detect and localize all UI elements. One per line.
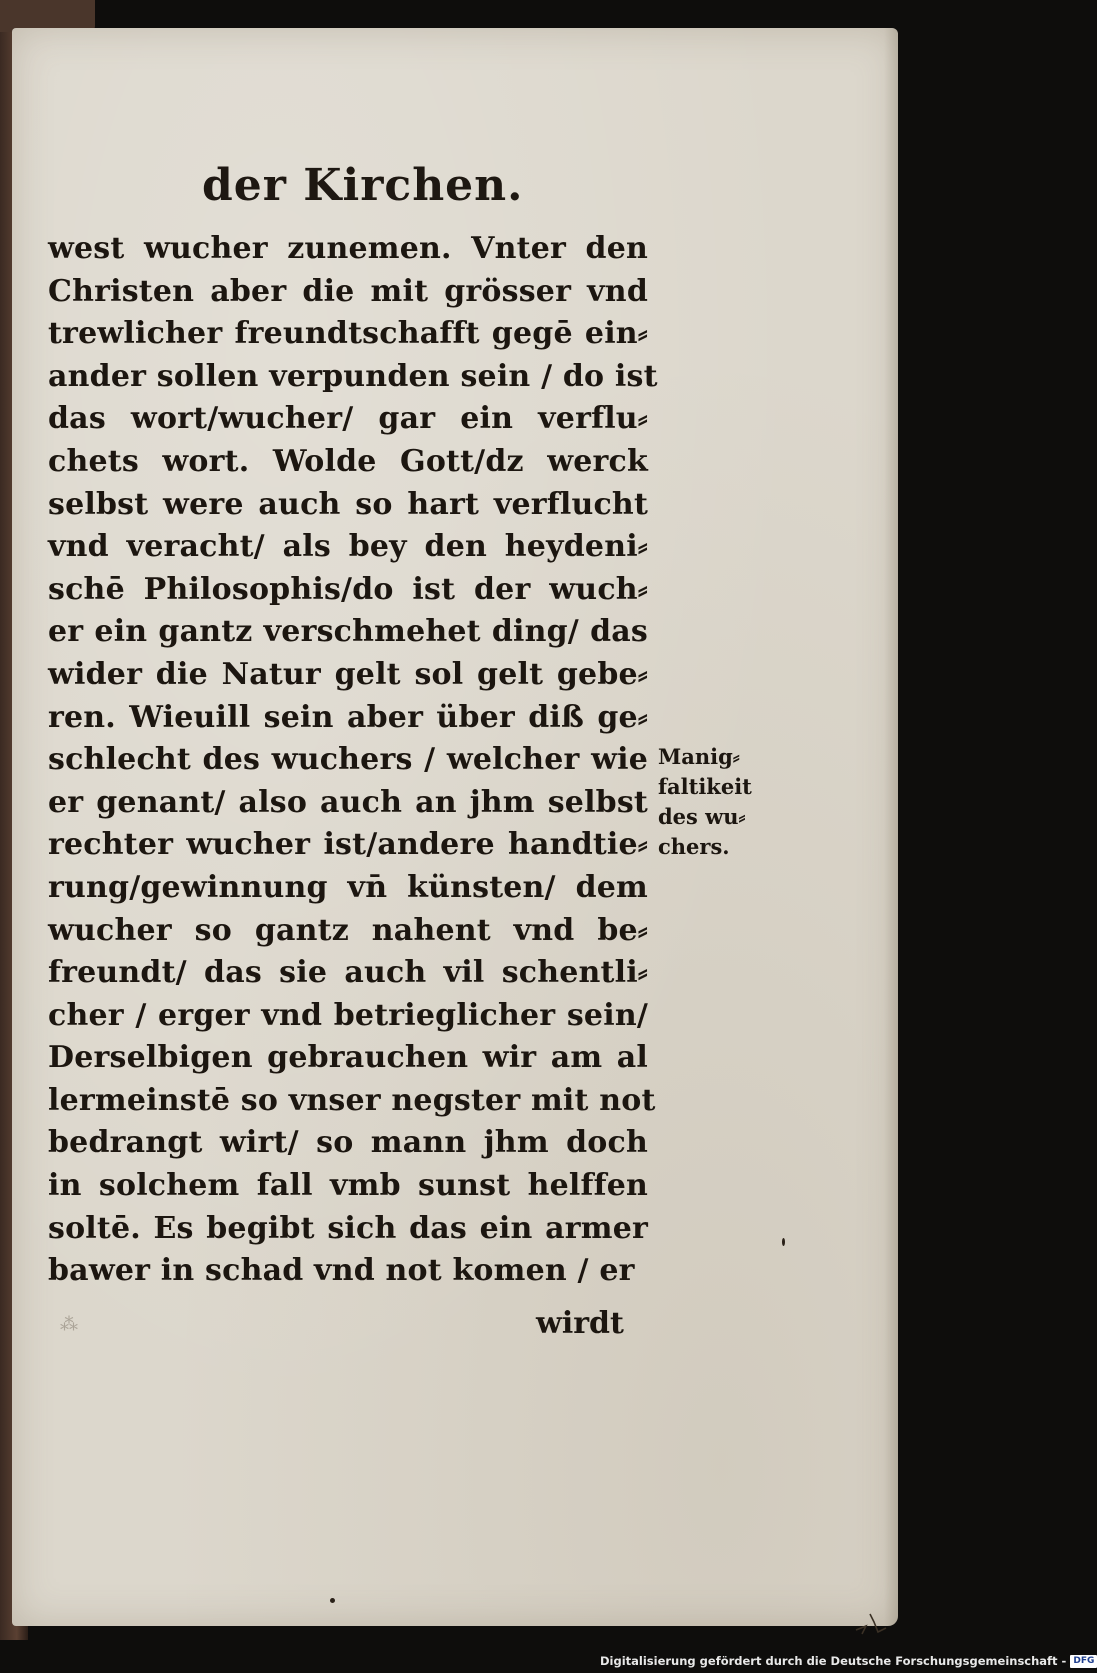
text-line: schlecht des wuchers / welcher wie bbox=[48, 742, 648, 778]
catchword: wirdt bbox=[536, 1306, 624, 1341]
text-line: ander sollen verpunden sein / do ist bbox=[48, 358, 658, 394]
text-line: rung/gewinnung vn̄ künsten/ dem bbox=[48, 869, 648, 905]
text-line: wucher so gantz nahent vnd be⸗ bbox=[48, 912, 648, 948]
text-line: er genant/ also auch an jhm selbst bbox=[48, 784, 648, 820]
faint-show-through: ⁂ bbox=[60, 1314, 78, 1335]
dfg-logo-icon: DFG bbox=[1070, 1655, 1097, 1668]
text-line: rechter wucher ist/andere handtie⸗ bbox=[48, 827, 648, 863]
text-line: schē Philosophis/do ist der wuch⸗ bbox=[48, 571, 648, 607]
marginal-note-line: faltikeit bbox=[658, 774, 752, 799]
marginal-note-line: chers. bbox=[658, 834, 730, 859]
text-line: in solchem fall vmb sunst helffen bbox=[48, 1168, 648, 1204]
running-head: der Kirchen. bbox=[202, 160, 524, 211]
pencil-mark-icon bbox=[852, 1608, 892, 1638]
text-line: selbst were auch so hart verflucht bbox=[48, 486, 648, 522]
text-line: er ein gantz verschmehet ding/ das bbox=[48, 614, 648, 650]
text-line: soltē. Es begibt sich das ein armer bbox=[48, 1210, 648, 1246]
marginal-note bbox=[658, 742, 752, 862]
text-line: cher / erger vnd betrieglicher sein/ bbox=[48, 997, 648, 1033]
text-line: ren. Wieuill sein aber über diß ge⸗ bbox=[48, 699, 648, 735]
text-line: wider die Natur gelt sol gelt gebe⸗ bbox=[48, 656, 648, 692]
text-line: lermeinstē so vnser negster mit not bbox=[48, 1082, 656, 1118]
text-line: trewlicher freundtschafft gegē ein⸗ bbox=[48, 316, 648, 352]
body-text bbox=[48, 228, 658, 1293]
text-line: vnd veracht/ als bey den heydeni⸗ bbox=[48, 529, 648, 565]
text-line: bawer in schad vnd not komen / er bbox=[48, 1253, 635, 1289]
text-line: west wucher zunemen. Vnter den bbox=[48, 231, 648, 266]
text-line: freundt/ das sie auch vil schentli⸗ bbox=[48, 955, 648, 991]
page-edge bbox=[884, 28, 898, 1626]
marginal-note-line: des wu⸗ bbox=[658, 804, 746, 829]
text-line: bedrangt wirt/ so mann jhm doch bbox=[48, 1125, 648, 1161]
book-page bbox=[12, 28, 898, 1626]
text-line: chets wort. Wolde Gott/dz werck bbox=[48, 443, 648, 479]
ink-speck bbox=[782, 1238, 785, 1246]
text-line: Christen aber die mit grösser vnd bbox=[48, 273, 648, 309]
digitization-credit bbox=[600, 1652, 1095, 1670]
marginal-note-line: Manig⸗ bbox=[658, 744, 740, 769]
text-line: Derselbigen gebrauchen wir am al bbox=[48, 1040, 648, 1076]
text-line: das wort/wucher/ gar ein verflu⸗ bbox=[48, 401, 648, 437]
credit-text: Digitalisierung gefördert durch die Deutsche Forschungsgemeinschaft - bbox=[600, 1654, 1067, 1668]
ink-speck bbox=[330, 1598, 335, 1603]
